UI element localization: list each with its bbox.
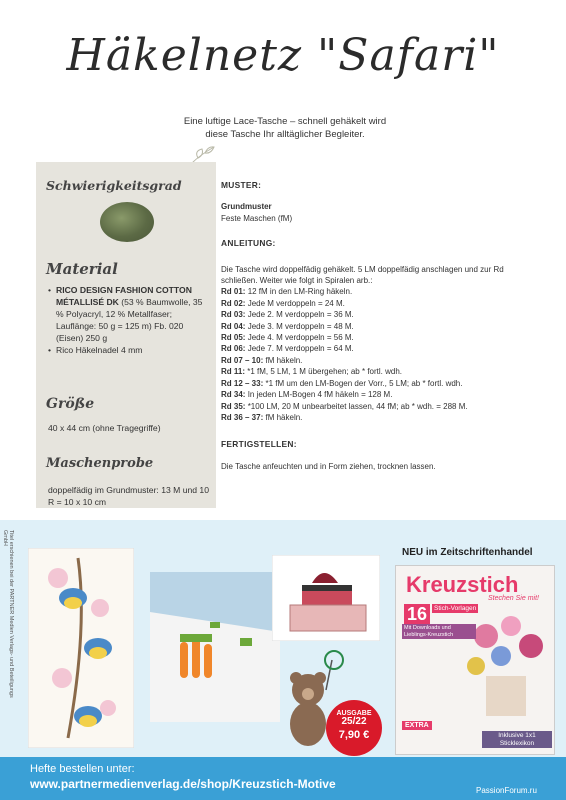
material-item1-name: RICO DESIGN FASHION COTTON MÉTALLISÉ DK (56, 285, 192, 307)
page-title: Häkelnetz "Safari" (66, 30, 500, 81)
intro-text (150, 115, 420, 141)
anleitung-intro: Die Tasche wird doppelfädig gehäkelt. 5 LM doppelfädig anschlagen und zur Rd schließen. Weiter wie folgt in Spiralen arb.: (221, 264, 504, 286)
row-label: Rd 07 – 10: (221, 355, 264, 365)
gauge-heading: Maschenprobe (46, 456, 154, 471)
magazine-title: Kreuzstich (406, 572, 519, 597)
row-label: Rd 05: (221, 333, 246, 343)
row-text: Jede 7. M verdoppeln = 64 M. (247, 344, 354, 354)
grundmuster-label: Grundmuster (221, 202, 272, 212)
material-heading: Material (46, 260, 118, 278)
row-label: Rd 01: (221, 287, 246, 297)
row-text: Jede 4. M verdoppeln = 56 M. (247, 333, 354, 343)
carrot-tablecloth-image (150, 572, 280, 722)
magazine-included: Inklusive 1x1 Sticklexikon (482, 731, 552, 748)
grundmuster-text: Feste Maschen (fM) (221, 213, 293, 223)
row-text: In jeden LM-Bogen 4 fM häkeln = 128 M. (247, 390, 393, 400)
magazine-cover (395, 565, 555, 755)
watermark: PassionForum.ru (476, 786, 537, 795)
order-link[interactable]: www.partnermedienverlag.de/shop/Kreuzstich-Motive (30, 777, 336, 791)
magazine-count-label: Stich-Vorlagen (434, 605, 477, 612)
row-text: *1 fM um den LM-Bogen der Vorr., 5 LM; ab * fortl. wdh. (265, 378, 463, 388)
order-label: Hefte bestellen unter: (30, 763, 135, 775)
row-text: *1 fM, 5 LM, 1 M übergehen; ab * fortl. wdh. (247, 367, 402, 377)
instruction-row (221, 412, 531, 423)
instruction-row (221, 286, 531, 297)
list-item: • Rico Häkelnadel 4 mm (48, 344, 210, 356)
bird-cross-stitch-image (28, 548, 134, 748)
row-text: Jede 3. M verdoppeln = 48 M. (247, 321, 354, 331)
row-text: fM häkeln. (265, 355, 303, 365)
instruction-row (221, 332, 531, 343)
difficulty-heading: Schwierigkeitsgrad (46, 178, 182, 193)
instruction-row (221, 389, 531, 400)
size-heading: Größe (46, 396, 95, 412)
row-text: *100 LM, 20 M unbearbeitet lassen, 44 fM; ab * wdh. = 288 M. (247, 401, 468, 411)
row-label: Rd 04: (221, 321, 246, 331)
anleitung-heading: ANLEITUNG: (221, 238, 276, 249)
row-label: Rd 12 – 33: (221, 378, 264, 388)
magazine-count: 16 (404, 604, 430, 625)
fertig-heading: FERTIGSTELLEN: (221, 439, 297, 450)
row-label: Rd 02: (221, 298, 246, 308)
fertig-text: Die Tasche anfeuchten und in Form ziehen, trocknen lassen. (221, 461, 436, 471)
instruction-row (221, 343, 531, 354)
material-item1-detail: (53 % Baumwolle, 35 % Polyacryl, 12 % Metallfaser; Lauflänge: 50 g = 125 m) Fb. 020 (Eisen) 250 g (56, 297, 203, 343)
instruction-row (221, 378, 531, 389)
instruction-row (221, 366, 531, 377)
row-list (221, 286, 531, 423)
intro-line-2: diese Tasche Ihr alltäglicher Begleiter. (205, 129, 365, 140)
price-label: AUSGABE (336, 710, 372, 717)
size-text: 40 x 44 cm (ohne Tragegriffe) (48, 423, 161, 433)
list-item (48, 284, 210, 344)
instruction-row (221, 401, 531, 412)
instruction-row (221, 321, 531, 332)
instruction-row (221, 355, 531, 366)
row-label: Rd 34: (221, 390, 246, 400)
stitched-boxes-image (272, 555, 380, 641)
row-text: 12 fM in den LM-Ring häkeln. (247, 287, 353, 297)
price-value: 7,90 € (338, 729, 370, 741)
row-text: Jede M verdoppeln = 24 M. (247, 298, 345, 308)
instruction-row (221, 298, 531, 309)
row-label: Rd 03: (221, 310, 246, 320)
row-text: Jede 2. M verdoppeln = 36 M. (247, 310, 354, 320)
row-label: Rd 06: (221, 344, 246, 354)
ad-new-label: NEU im Zeitschriftenhandel (402, 547, 533, 558)
price-badge (326, 700, 382, 756)
instruction-row (221, 309, 531, 320)
gauge-text: doppelfädig im Grundmuster: 13 M und 10 R = 10 x 10 cm (48, 485, 209, 507)
magazine-subtitle: Mit Downloads und Lieblings-Kreuzstich (402, 624, 476, 639)
yarn-swatch (100, 202, 154, 242)
row-label: Rd 35: (221, 401, 246, 411)
price-issue: 25/22 (341, 716, 367, 727)
row-label: Rd 11: (221, 367, 246, 377)
muster-heading: MUSTER: (221, 180, 262, 190)
row-text: fM häkeln. (265, 412, 303, 422)
material-list (48, 284, 210, 356)
instructions (221, 180, 531, 472)
ad-side-text: Titel erschienen bei der PARTNER Medien Verlags- und Beteiligungs GmbH (2, 530, 14, 698)
row-label: Rd 36 – 37: (221, 412, 264, 422)
sidebar (36, 162, 216, 508)
magazine-tagline: Stechen Sie mit! (488, 595, 539, 602)
intro-line-1: Eine luftige Lace-Tasche – schnell gehäkelt wird (183, 116, 387, 127)
magazine-extra: EXTRA (402, 721, 432, 730)
